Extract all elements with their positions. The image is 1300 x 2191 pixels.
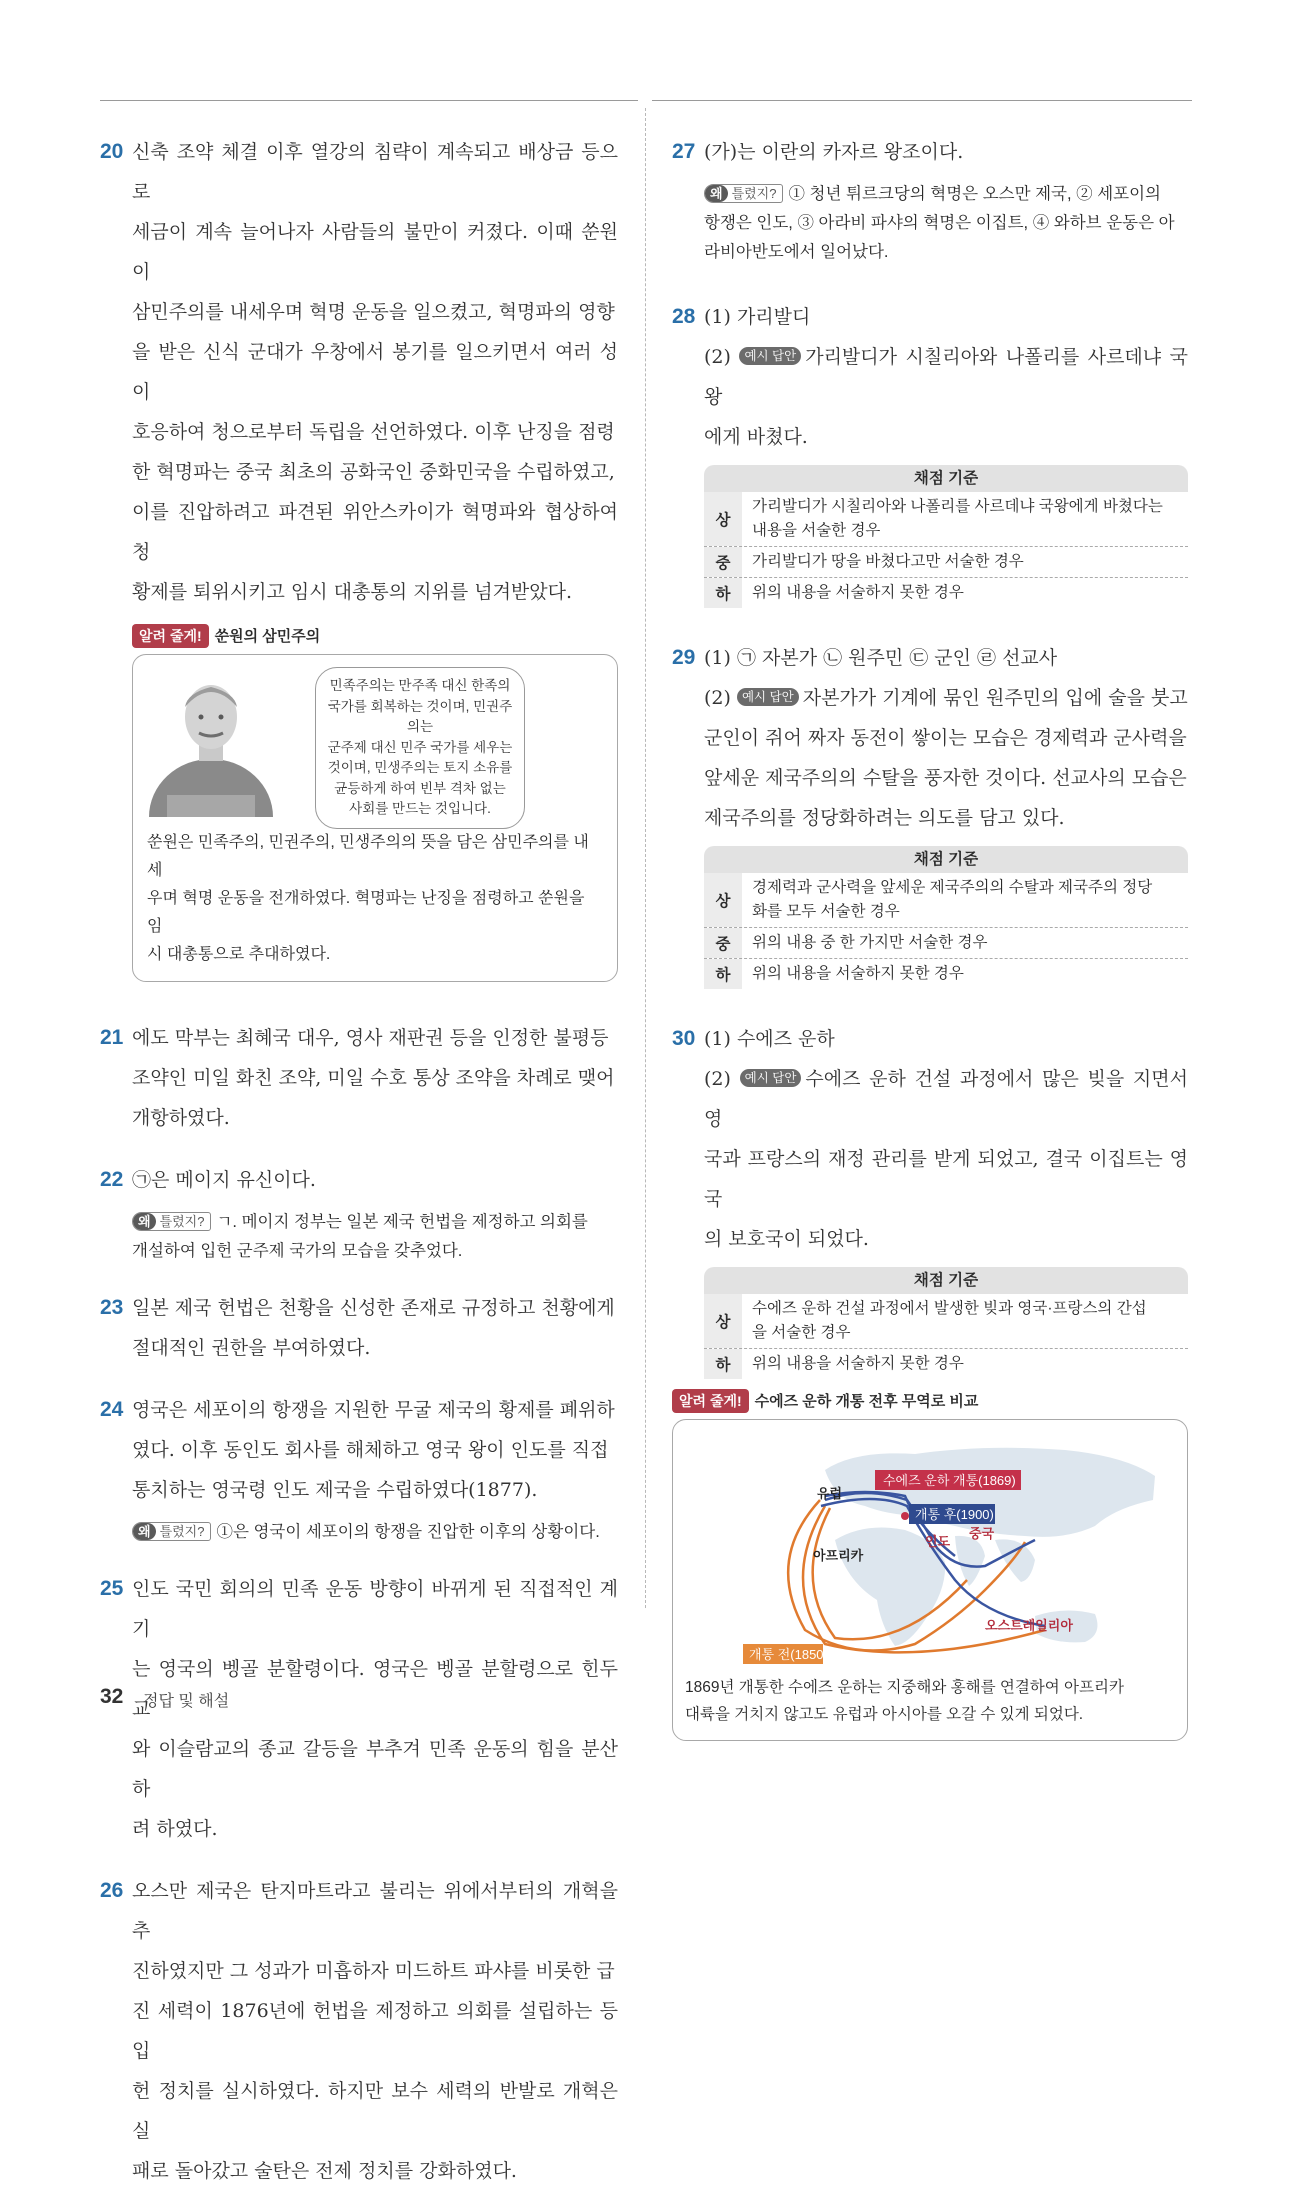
- question-number: 25: [100, 1576, 124, 1600]
- bubble-line: 사회를 만드는 것입니다.: [349, 801, 491, 816]
- criterion-line: 경제력과 군사력을 앞세운 제국주의의 수탈과 제국주의 정당: [752, 879, 1153, 896]
- part-label: (2): [704, 687, 731, 709]
- answer-line: 진하였지만 그 성과가 미흡하자 미드하트 파샤를 비롯한 급: [132, 1959, 615, 1982]
- suez-marker: [901, 1512, 909, 1520]
- scoring-row: [704, 547, 1188, 578]
- answer-line: 인도 국민 회의의 민족 운동 방향이 바뀌게 된 직접적인 계기: [132, 1577, 618, 1640]
- answer-line: 일본 제국 헌법은 천황을 신성한 존재로 규정하고 천황에게: [132, 1296, 615, 1319]
- answer-24: [100, 1390, 618, 1547]
- answer-line: 호응하여 청으로부터 독립을 선언하였다. 이후 난징을 점령: [132, 421, 615, 443]
- answer-line: 헌 정치를 실시하였다. 하지만 보수 세력의 반발로 개혁은 실: [132, 2079, 618, 2142]
- question-number: 21: [100, 1025, 124, 1049]
- why-wrong-note: [100, 1208, 618, 1266]
- answer-line: 수에즈 운하 건설 과정에서 많은 빚을 지면서 영: [704, 1068, 1188, 1130]
- label-suez: 수에즈 운하 개통(1869): [883, 1473, 1016, 1488]
- answer-line: (1) ㉠ 자본가 ㉡ 원주민 ㉢ 군인 ㉣ 선교사: [704, 647, 1058, 669]
- criterion-line: 위의 내용을 서술하지 못한 경우: [752, 584, 964, 601]
- note-line: 라비아반도에서 일어났다.: [704, 243, 889, 261]
- label-europe: 유럽: [817, 1486, 843, 1501]
- answer-line: 조약인 미일 화친 조약, 미일 수호 통상 조약을 차례로 맺어: [132, 1066, 615, 1089]
- scoring-table: [704, 1267, 1188, 1379]
- bubble-line: 국가를 회복하는 것이며, 민권주의는: [327, 698, 513, 734]
- why-wrong-note: [672, 180, 1188, 267]
- answer-line: ㉠은 메이지 유신이다.: [132, 1168, 316, 1191]
- grade: 중: [704, 547, 742, 577]
- answer-27: [672, 132, 1188, 267]
- note-line: 개설하여 입헌 군주제 국가의 모습을 갖추었다.: [132, 1241, 463, 1260]
- part-label: (2): [704, 1068, 731, 1090]
- info-box-suez: [672, 1389, 1188, 1741]
- answer-line: 패로 돌아갔고 술탄은 전제 정치를 강화하였다.: [132, 2159, 517, 2182]
- answer-line: 국과 프랑스의 재정 관리를 받게 되었고, 결국 이집트는 영국: [704, 1148, 1188, 1210]
- label-after: 개통 후(1900): [915, 1507, 994, 1522]
- why-wrong-badge: 왜 틀렸지?: [704, 184, 783, 203]
- answer-line: 군인이 쥐어 짜자 동전이 쌓이는 모습은 경제력과 군사력을: [704, 727, 1187, 749]
- answer-line: 에도 막부는 최혜국 대우, 영사 재판권 등을 인정한 불평등: [132, 1026, 609, 1049]
- info-tag: 알려 줄게!: [132, 624, 209, 648]
- answer-line: 영국은 세포이의 항쟁을 지원한 무굴 제국의 황제를 폐위하: [132, 1398, 615, 1421]
- scoring-row: [704, 492, 1188, 547]
- question-number: 28: [672, 305, 696, 328]
- label-before: 개통 전(1850): [749, 1647, 828, 1662]
- answer-line: 신축 조약 체결 이후 열강의 침략이 계속되고 배상금 등으로: [132, 141, 618, 203]
- answer-line: 가리발디가 시칠리아와 나폴리를 사르데냐 국왕: [704, 346, 1188, 408]
- criterion-line: 수에즈 운하 건설 과정에서 발생한 빚과 영국·프랑스의 간섭: [752, 1300, 1147, 1317]
- answer-22: [100, 1160, 618, 1266]
- grade: 하: [704, 578, 742, 608]
- note-line: ① 청년 튀르크당의 혁명은 오스만 제국, ② 세포이의: [788, 185, 1161, 203]
- answer-line: 황제를 퇴위시키고 임시 대총통의 지위를 넘겨받았다.: [132, 581, 573, 603]
- grade: 상: [704, 1294, 742, 1348]
- header-line-right: [652, 100, 1192, 101]
- answer-line: 의 보호국이 되었다.: [704, 1228, 869, 1250]
- scoring-header: 채점 기준: [704, 846, 1188, 873]
- scoring-table: [704, 846, 1188, 989]
- answer-line: 통치하는 영국령 인도 제국을 수립하였다(1877).: [132, 1478, 538, 1501]
- criterion-line: 위의 내용을 서술하지 못한 경우: [752, 1355, 964, 1372]
- answer-line: 개항하였다.: [132, 1106, 230, 1129]
- answer-line: 진 세력이 1876년에 헌법을 제정하고 의회를 설립하는 등 입: [132, 1999, 618, 2062]
- caption-line: 우며 혁명 운동을 전개하였다. 혁명파는 난징을 점령하고 쑨원을 임: [147, 889, 585, 935]
- example-answer-badge: 예시 답안: [740, 1069, 802, 1087]
- bubble-line: 군주제 대신 민주 국가를 세우는: [327, 739, 513, 755]
- scoring-row: [704, 928, 1188, 959]
- label-china: 중국: [969, 1526, 995, 1541]
- answer-line: 제국주의를 정당화하려는 의도를 담고 있다.: [704, 807, 1065, 829]
- criterion-line: 가리발디가 땅을 바쳤다고만 서술한 경우: [752, 553, 1024, 570]
- footer-title: 정답 및 해설: [143, 1693, 230, 1710]
- why-wrong-note: [100, 1518, 618, 1547]
- answer-line: (가)는 이란의 카자르 왕조이다.: [704, 141, 964, 163]
- info-caption: [685, 1674, 1175, 1728]
- question-number: 22: [100, 1167, 124, 1191]
- answer-line: 삼민주의를 내세우며 혁명 운동을 일으켰고, 혁명파의 영향: [132, 301, 615, 323]
- info-tag: 알려 줄게!: [672, 1389, 749, 1413]
- bubble-line: 것이며, 민생주의는 토지 소유를: [327, 760, 513, 775]
- answer-line: 는 영국의 벵골 분할령이다. 영국은 벵골 분할령으로 힌두교: [132, 1657, 618, 1720]
- criterion-line: 위의 내용 중 한 가지만 서술한 경우: [752, 934, 988, 951]
- answer-line: 려 하였다.: [132, 1817, 218, 1840]
- question-number: 26: [100, 1878, 124, 1902]
- speech-bubble: [315, 667, 525, 829]
- note-line: ①은 영국이 세포이의 항쟁을 진압한 이후의 상황이다.: [216, 1522, 600, 1541]
- label-india: 인도: [925, 1534, 951, 1549]
- answer-line: 자본가가 기계에 묶인 원주민의 입에 술을 붓고: [802, 687, 1188, 709]
- question-number: 23: [100, 1295, 124, 1319]
- answer-line: 에게 바쳤다.: [704, 426, 808, 448]
- info-box-body: [672, 1419, 1188, 1741]
- answer-28: [672, 297, 1188, 608]
- question-number: 29: [672, 646, 696, 669]
- question-number: 27: [672, 140, 696, 163]
- grade: 하: [704, 1349, 742, 1379]
- trade-route-map: [685, 1430, 1175, 1670]
- answer-30: [672, 1019, 1188, 1379]
- info-box-body: [132, 654, 618, 982]
- scoring-row: [704, 873, 1188, 928]
- info-box-sun-yat-sen: [132, 624, 618, 982]
- answer-line: 세금이 계속 늘어나자 사람들의 불만이 커졌다. 이때 쑨원이: [132, 221, 618, 283]
- answer-29: [672, 638, 1188, 989]
- answer-line: 이를 진압하려고 파견된 위안스카이가 혁명파와 협상하여 청: [132, 501, 618, 563]
- scoring-table: [704, 465, 1188, 608]
- info-title: 수에즈 운하 개통 전후 무역로 비교: [754, 1393, 979, 1410]
- caption-line: 쑨원은 민족주의, 민권주의, 민생주의의 뜻을 담은 삼민주의를 내세: [147, 833, 589, 879]
- question-number: 20: [100, 140, 124, 163]
- criterion-line: 위의 내용을 서술하지 못한 경우: [752, 965, 964, 982]
- answer-26: [100, 1871, 618, 2191]
- example-answer-badge: 예시 답안: [739, 347, 801, 365]
- caption-line: 시 대총통으로 추대하였다.: [147, 945, 331, 963]
- grade: 중: [704, 928, 742, 958]
- answer-line: 앞세운 제국주의의 수탈을 풍자한 것이다. 선교사의 모습은: [704, 767, 1187, 789]
- label-australia: 오스트레일리아: [985, 1618, 1073, 1633]
- grade: 상: [704, 492, 742, 546]
- bubble-line: 민족주의는 만주족 대신 한족의: [329, 678, 511, 693]
- caption-line: 1869년 개통한 수에즈 운하는 지중해와 홍해를 연결하여 아프리카: [685, 1679, 1124, 1696]
- answer-line: (1) 가리발디: [704, 306, 811, 328]
- answer-23: [100, 1288, 618, 1368]
- scoring-header: 채점 기준: [704, 1267, 1188, 1294]
- grade: 상: [704, 873, 742, 927]
- scoring-row: [704, 578, 1188, 608]
- part-label: (2): [704, 346, 731, 368]
- criterion-line: 가리발디가 시칠리아와 나폴리를 사르데냐 국왕에게 바쳤다는: [752, 498, 1163, 515]
- answer-line: 오스만 제국은 탄지마트라고 불리는 위에서부터의 개혁을 추: [132, 1879, 618, 1942]
- scoring-row: [704, 959, 1188, 989]
- header-line-left: [100, 100, 638, 101]
- why-wrong-badge: 왜 틀렸지?: [132, 1522, 211, 1541]
- scoring-row: [704, 1349, 1188, 1379]
- scoring-row: [704, 1294, 1188, 1349]
- question-number: 30: [672, 1027, 696, 1050]
- answer-line: 한 혁명파는 중국 최초의 공화국인 중화민국을 수립하였고,: [132, 461, 615, 483]
- criterion-line: 내용을 서술한 경우: [752, 522, 881, 539]
- info-caption: [147, 829, 603, 969]
- scoring-header: 채점 기준: [704, 465, 1188, 492]
- column-divider: [645, 108, 647, 1608]
- example-answer-badge: 예시 답안: [737, 688, 799, 706]
- answer-line: 와 이슬람교의 종교 갈등을 부추겨 민족 운동의 힘을 분산하: [132, 1737, 618, 1800]
- criterion-line: 을 서술한 경우: [752, 1324, 851, 1341]
- answer-line: 였다. 이후 동인도 회사를 해체하고 영국 왕이 인도를 직접: [132, 1438, 609, 1461]
- answer-20: [100, 132, 618, 612]
- left-column: [100, 132, 618, 2191]
- info-title: 쑨원의 삼민주의: [214, 628, 321, 645]
- label-africa: 아프리카: [813, 1548, 864, 1563]
- criterion-line: 화를 모두 서술한 경우: [752, 903, 900, 920]
- answer-line: (1) 수에즈 운하: [704, 1028, 835, 1050]
- caption-line: 대륙을 거치지 않고도 유럽과 아시아를 오갈 수 있게 되었다.: [685, 1706, 1084, 1723]
- bubble-line: 균등하게 하여 빈부 격차 없는: [334, 780, 506, 796]
- answer-line: 절대적인 권한을 부여하였다.: [132, 1336, 371, 1359]
- note-line: ㄱ. 메이지 정부는 일본 제국 헌법을 제정하고 의회를: [216, 1212, 588, 1231]
- sun-yat-sen-portrait: [147, 667, 275, 817]
- why-wrong-badge: 왜 틀렸지?: [132, 1212, 211, 1231]
- grade: 하: [704, 959, 742, 989]
- right-column: [672, 132, 1188, 1741]
- answer-line: 을 받은 신식 군대가 우창에서 봉기를 일으키면서 여러 성이: [132, 341, 618, 403]
- page-number: 32: [100, 1685, 124, 1708]
- question-number: 24: [100, 1397, 124, 1421]
- note-line: 항쟁은 인도, ③ 아라비 파샤의 혁명은 이집트, ④ 와하브 운동은 아: [704, 214, 1175, 232]
- answer-21: [100, 1018, 618, 1138]
